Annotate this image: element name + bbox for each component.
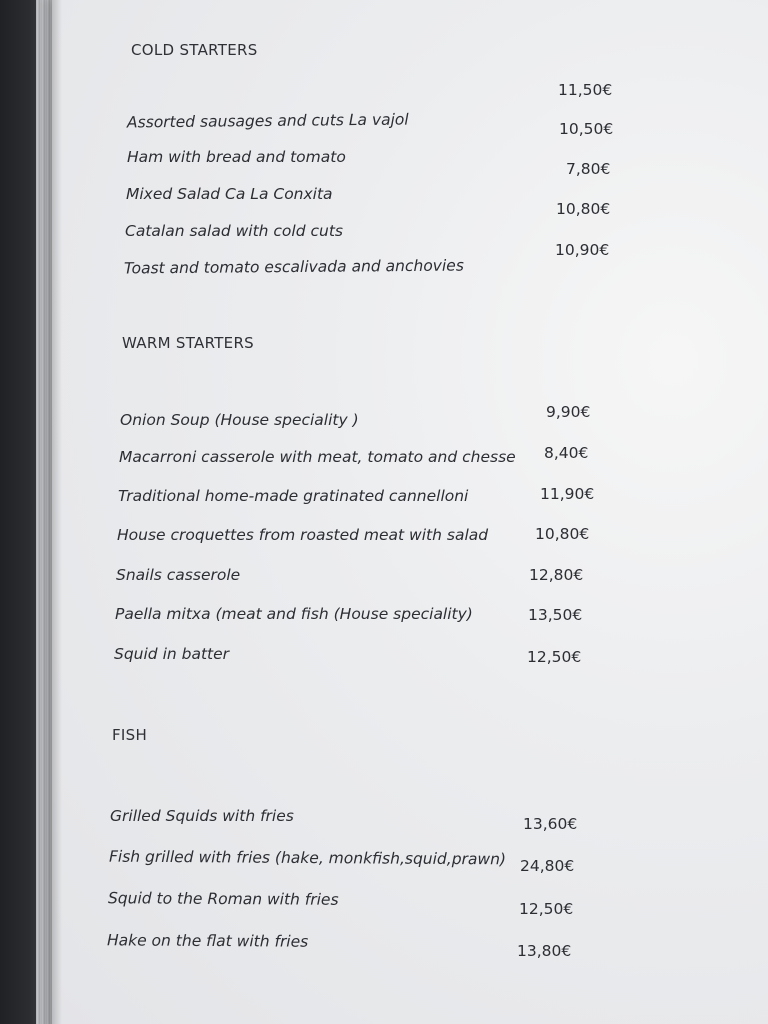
- menu-item-price: 12,80€: [529, 566, 584, 584]
- menu-item-name: Traditional home-made gratinated cannelloni: [118, 487, 469, 505]
- menu-item-price: 10,50€: [559, 120, 614, 138]
- menu-item-price: 10,80€: [556, 200, 611, 218]
- menu-item-name: Hake on the flat with fries: [106, 931, 309, 951]
- menu-item-price: 13,80€: [517, 942, 572, 960]
- section-title-fish: FISH: [112, 726, 148, 744]
- menu-item-name: Ham with bread and tomato: [127, 148, 346, 166]
- menu-item-name: Grilled Squids with fries: [110, 807, 294, 825]
- menu-item-name: Assorted sausages and cuts La vajol: [126, 110, 409, 132]
- menu-item-price: 11,50€: [558, 81, 613, 99]
- menu-item-name: House croquettes from roasted meat with salad: [117, 526, 489, 544]
- menu-item-name: Snails casserole: [116, 566, 241, 584]
- menu-item-name: Catalan salad with cold cuts: [125, 222, 343, 240]
- menu-item-price: 24,80€: [520, 857, 575, 875]
- menu-item-name: Squid to the Roman with fries: [107, 889, 339, 909]
- menu-item-price: 10,80€: [535, 525, 590, 543]
- menu-item-name: Mixed Salad Ca La Conxita: [126, 185, 333, 203]
- menu-item-price: 9,90€: [546, 403, 591, 421]
- menu-item-price: 10,90€: [555, 241, 610, 259]
- menu-item-price: 8,40€: [544, 444, 589, 462]
- menu-item-price: 13,60€: [523, 815, 578, 833]
- menu-item-name: Onion Soup (House speciality ): [120, 411, 359, 429]
- menu-item-price: 12,50€: [519, 900, 574, 918]
- menu-item-name: Fish grilled with fries (hake, monkfish,squid,prawn): [108, 847, 507, 869]
- section-title-cold-starters: COLD STARTERS: [131, 41, 258, 59]
- menu-item-name: Paella mitxa (meat and fish (House speciality): [115, 605, 473, 623]
- menu-item-name: Toast and tomato escalivada and anchovies: [123, 256, 464, 278]
- menu-item-name: Squid in batter: [114, 645, 230, 663]
- menu-item-price: 7,80€: [566, 160, 611, 178]
- menu-item-price: 13,50€: [528, 606, 583, 624]
- menu-item-price: 11,90€: [540, 485, 595, 503]
- menu-item-name: Macarroni casserole with meat, tomato and chesse: [119, 448, 516, 466]
- section-title-warm-starters: WARM STARTERS: [122, 334, 255, 352]
- menu-item-price: 12,50€: [527, 648, 582, 666]
